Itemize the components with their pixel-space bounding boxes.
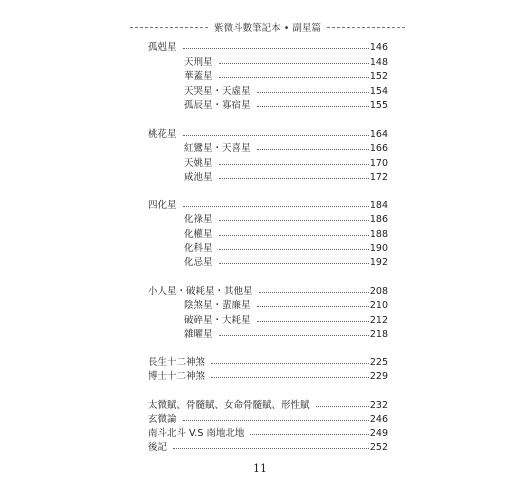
toc-entry [184, 70, 388, 84]
toc-leader-dots [211, 377, 369, 378]
toc-leader-dots [183, 206, 369, 207]
page-number: 11 [253, 462, 267, 475]
toc-leader-dots [219, 77, 369, 78]
toc-entry [184, 242, 388, 256]
toc-leader-dots [219, 220, 369, 221]
toc-leader-dots [219, 249, 369, 250]
toc-entry [184, 314, 388, 328]
toc-entry-page: 170 [369, 158, 388, 169]
toc-entry [184, 213, 388, 227]
toc-leader-dots [183, 135, 369, 136]
toc-entry [184, 328, 388, 342]
toc-entry-title: 咸池星 [184, 172, 213, 183]
toc-leader-dots [173, 448, 369, 449]
toc-entry-title: 南斗北斗 V.S 南地北地 [148, 428, 245, 439]
toc-entry-title: 後記 [148, 442, 168, 453]
toc-entry [148, 128, 388, 142]
toc-entry-title: 博士十二神煞 [148, 371, 206, 382]
toc-entry-page: 192 [369, 257, 388, 268]
toc-entry-page: 146 [369, 42, 388, 53]
toc-entry-page: 249 [369, 428, 388, 439]
toc-entry-page: 212 [369, 315, 388, 326]
toc-entry-title: 化科星 [184, 243, 213, 254]
toc-leader-dots [219, 335, 369, 336]
toc-leader-dots [316, 406, 369, 407]
toc-entry [148, 441, 388, 455]
toc-entry [184, 85, 388, 99]
toc-entry-title: 陰煞星・蜚廉星 [184, 300, 251, 311]
toc-entry [184, 99, 388, 113]
toc-leader-dots [183, 420, 369, 421]
toc-entry [184, 171, 388, 185]
toc-entry-page: 184 [369, 200, 388, 211]
toc-entry-page: 166 [369, 143, 388, 154]
header-title: 紫微斗數筆記本 • 副星篇 [214, 23, 321, 34]
toc-entry-title: 長生十二神煞 [148, 357, 206, 368]
toc-entry-title: 紅鸞星・天喜星 [184, 143, 251, 154]
toc-entry-page: 252 [369, 442, 388, 453]
toc-entry-page: 232 [369, 400, 388, 411]
toc-entry [184, 228, 388, 242]
toc-leader-dots [257, 92, 369, 93]
toc-entry-page: 229 [369, 371, 388, 382]
toc-entry-page: 152 [369, 71, 388, 82]
toc-entry-title: 四化星 [148, 200, 177, 211]
toc-entry [184, 299, 388, 313]
header-rule-left [130, 27, 208, 28]
toc-leader-dots [219, 164, 369, 165]
running-header [130, 20, 405, 34]
toc-entry-page: 246 [369, 414, 388, 425]
toc-entry [148, 413, 388, 427]
toc-entry-page: 190 [369, 243, 388, 254]
toc-entry-title: 破碎星・大耗星 [184, 315, 251, 326]
toc-entry-page: 164 [369, 129, 388, 140]
toc-entry-title: 天刑星 [184, 57, 213, 68]
toc-entry-page: 208 [369, 286, 388, 297]
toc-leader-dots [257, 106, 369, 107]
toc-leader-dots [219, 178, 369, 179]
toc-entry-title: 孤辰星・寡宿星 [184, 100, 251, 111]
toc-entry-page: 188 [369, 229, 388, 240]
toc-entry-title: 天姚星 [184, 158, 213, 169]
toc-entry-title: 天哭星・天虛星 [184, 86, 251, 97]
toc-leader-dots [257, 149, 369, 150]
toc-entry-page: 186 [369, 214, 388, 225]
toc-entry-page: 148 [369, 57, 388, 68]
toc-entry-page: 218 [369, 329, 388, 340]
toc-entry-page: 154 [369, 86, 388, 97]
toc-entry-title: 太微賦、骨髓賦、女命骨髓賦、形性賦 [148, 400, 310, 411]
toc-entry-title: 孤剋星 [148, 42, 177, 53]
toc-entry-page: 210 [369, 300, 388, 311]
toc-entry [148, 427, 388, 441]
toc-leader-dots [219, 235, 369, 236]
toc-entry-title: 華蓋星 [184, 71, 213, 82]
toc-entry-title: 小人星・破耗星・其他星 [148, 286, 253, 297]
toc-entry-title: 玄微論 [148, 414, 177, 425]
toc-entry-title: 桃花星 [148, 129, 177, 140]
toc-entry [184, 142, 388, 156]
toc-leader-dots [259, 292, 369, 293]
toc-entry [148, 199, 388, 213]
toc-entry-page: 225 [369, 357, 388, 368]
toc-leader-dots [257, 306, 369, 307]
toc-entry [148, 285, 388, 299]
toc-entry [184, 56, 388, 70]
toc-entry [148, 370, 388, 384]
toc-leader-dots [219, 63, 369, 64]
toc-leader-dots [183, 48, 369, 49]
toc-entry [148, 41, 388, 55]
toc-entry [184, 157, 388, 171]
header-rule-right [327, 27, 405, 28]
toc-entry [148, 356, 388, 370]
toc-entry [148, 399, 388, 413]
toc-entry-title: 化祿星 [184, 214, 213, 225]
toc-entry-page: 155 [369, 100, 388, 111]
toc-leader-dots [257, 321, 369, 322]
toc-leader-dots [219, 263, 369, 264]
toc-entry-title: 雜曜星 [184, 329, 213, 340]
toc-entry [184, 256, 388, 270]
toc-leader-dots [211, 363, 369, 364]
toc-leader-dots [250, 434, 368, 435]
toc-entry-title: 化忌星 [184, 257, 213, 268]
toc-entry-title: 化權星 [184, 229, 213, 240]
toc-entry-page: 172 [369, 172, 388, 183]
